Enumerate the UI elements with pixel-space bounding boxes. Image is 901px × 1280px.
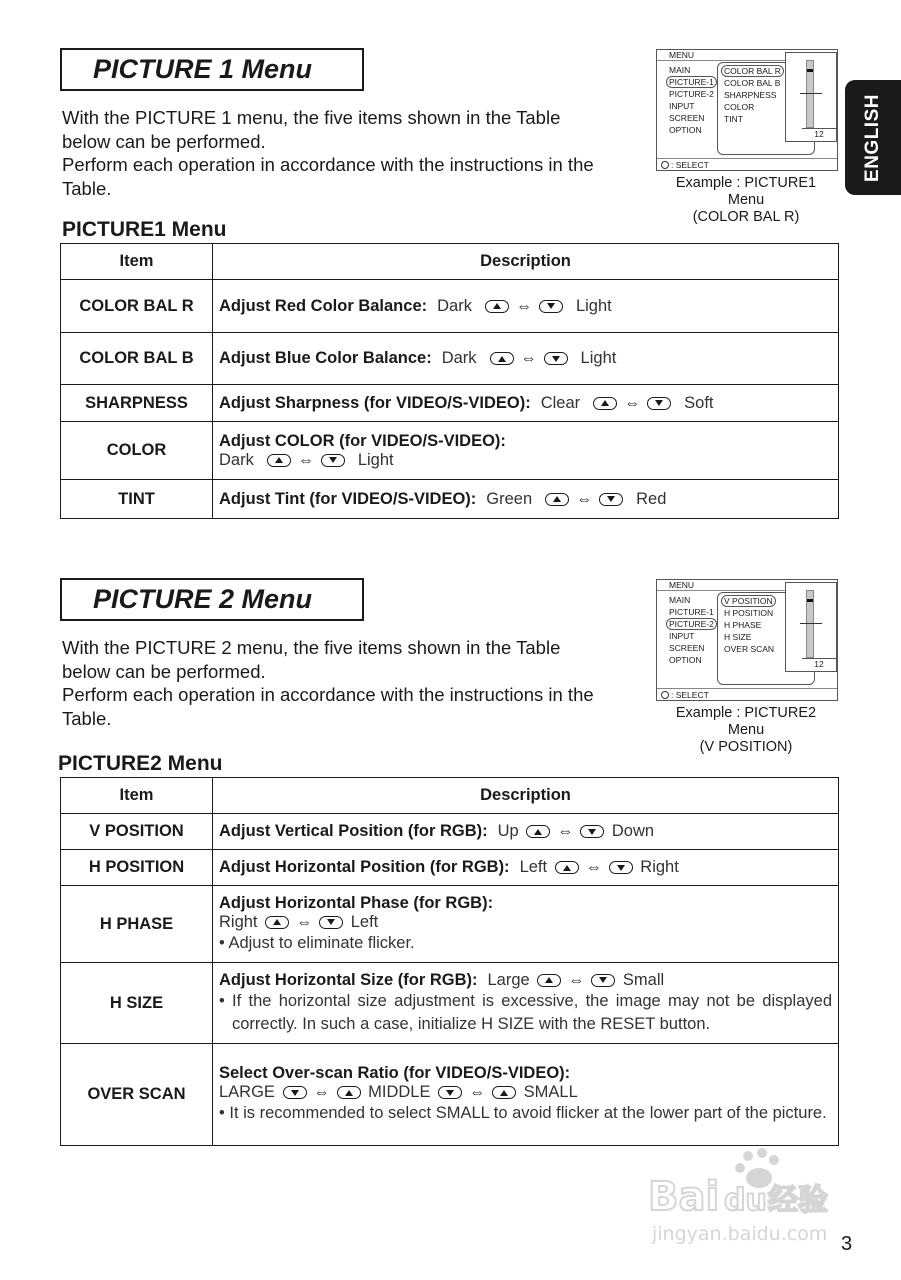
menu-screenshot-picture1	[656, 49, 838, 171]
row-item: V POSITION	[61, 814, 213, 850]
double-arrow-icon: ⇔	[520, 350, 537, 367]
column-header-description: Description	[213, 244, 839, 280]
joystick-icon	[661, 161, 669, 169]
row-item: COLOR BAL B	[61, 333, 213, 385]
down-button-icon	[609, 861, 633, 874]
submenu-item: TINT	[724, 114, 743, 124]
desc-title: Adjust Sharpness (for VIDEO/S-VIDEO):	[219, 393, 531, 412]
up-button-icon	[593, 397, 617, 410]
down-button-icon	[580, 825, 604, 838]
level-bar	[785, 582, 837, 672]
row-item: H POSITION	[61, 850, 213, 886]
intro-line: below can be performed.	[62, 660, 266, 682]
desc-title: Select Over-scan Ratio (for VIDEO/S-VIDEO):	[219, 1064, 571, 1082]
desc-title: Adjust Vertical Position (for RGB):	[219, 822, 488, 840]
double-arrow-icon: ⇔	[557, 823, 574, 840]
row-item: COLOR BAL R	[61, 280, 213, 333]
up-button-icon	[265, 916, 289, 929]
row-item: COLOR	[61, 422, 213, 480]
intro-line: below can be performed.	[62, 130, 266, 152]
submenu-item: H POSITION	[724, 608, 774, 618]
double-arrow-icon: ⇔	[297, 451, 314, 469]
option-small: SMALL	[523, 1083, 578, 1101]
caption-line: Example : PICTURE1 Menu	[675, 175, 817, 208]
desc-right-value: Soft	[684, 393, 714, 412]
table-row	[61, 850, 839, 886]
table-row	[61, 886, 839, 963]
level-value: 12	[802, 658, 836, 670]
intro-line: Perform each operation in accordance with the instructions in the	[62, 154, 594, 175]
desc-note: • It is recommended to select SMALL to avoid flicker at the lower part of the picture.	[219, 1104, 827, 1122]
table-row	[61, 422, 839, 480]
menu-screenshot-picture2	[656, 579, 838, 701]
row-description	[213, 850, 839, 886]
menu-item: INPUT	[669, 631, 695, 641]
desc-title: Adjust Horizontal Phase (for RGB):	[219, 893, 494, 912]
desc-right-value: Light	[575, 296, 612, 315]
intro-picture1	[62, 106, 632, 200]
up-button-icon	[490, 352, 514, 365]
submenu-item: H SIZE	[724, 632, 752, 642]
down-button-icon	[599, 493, 623, 506]
desc-left-value: Green	[486, 489, 533, 508]
baidu-jingyan-watermark	[640, 1148, 850, 1248]
intro-picture2	[62, 636, 632, 730]
row-item: H SIZE	[61, 963, 213, 1044]
menu-item: MAIN	[669, 595, 691, 605]
desc-left-value: Dark	[437, 296, 472, 315]
desc-left-value: Dark	[219, 450, 254, 469]
watermark-url: jingyan.baidu.com	[652, 1223, 828, 1245]
double-arrow-icon: ⇔	[568, 971, 585, 989]
menu-header: MENU	[657, 50, 837, 61]
up-button-icon	[337, 1086, 361, 1099]
menu-item-selected: PICTURE-2	[666, 618, 717, 630]
row-description	[213, 814, 839, 850]
picture1-table	[60, 243, 839, 519]
up-button-icon	[492, 1086, 516, 1099]
menu-item: INPUT	[669, 101, 695, 111]
up-button-icon	[267, 454, 291, 467]
row-item: SHARPNESS	[61, 385, 213, 422]
desc-left-value: Large	[487, 970, 530, 989]
watermark-logo-cn: 经验	[768, 1183, 828, 1218]
up-button-icon	[537, 974, 561, 987]
screenshot-caption-picture1	[656, 175, 836, 226]
submenu-item: COLOR BAL B	[724, 78, 781, 88]
caption-line: (COLOR BAL R)	[692, 209, 800, 225]
down-button-icon	[544, 352, 568, 365]
level-bar	[785, 52, 837, 142]
submenu-item: OVER SCAN	[724, 644, 775, 654]
double-arrow-icon: ⇔	[296, 913, 313, 931]
down-button-icon	[647, 397, 671, 410]
double-arrow-icon: ⇔	[313, 1084, 330, 1101]
up-button-icon	[555, 861, 579, 874]
desc-right-value: Small	[622, 970, 665, 989]
intro-line: Table.	[62, 177, 112, 199]
desc-right-value: Light	[580, 349, 617, 367]
menu-left-list	[669, 64, 717, 136]
desc-left-value: Up	[497, 822, 519, 840]
joystick-icon	[661, 691, 669, 699]
column-header-item: Item	[61, 244, 213, 280]
option-middle: MIDDLE	[368, 1083, 431, 1101]
intro-line: Table.	[62, 707, 112, 729]
table-row	[61, 814, 839, 850]
section-title-picture2: PICTURE 2 Menu	[60, 578, 364, 621]
menu-footer	[657, 688, 837, 700]
desc-left-value: Dark	[441, 349, 477, 367]
up-button-icon	[526, 825, 550, 838]
screenshot-caption-picture2	[656, 705, 836, 756]
level-center-tick	[800, 93, 822, 94]
language-tab-label: ENGLISH	[862, 93, 883, 182]
table-row	[61, 385, 839, 422]
table-header-row	[61, 244, 839, 280]
table-row	[61, 480, 839, 519]
desc-title: Adjust Tint (for VIDEO/S-VIDEO):	[219, 489, 477, 508]
desc-title: Adjust Blue Color Balance:	[219, 349, 432, 367]
watermark-logo-text: Bai	[648, 1174, 720, 1220]
submenu-item: SHARPNESS	[724, 90, 777, 100]
row-item: TINT	[61, 480, 213, 519]
desc-note: • If the horizontal size adjustment is excessive, the image may not be displayed correctly. In such a case, initialize H SIZE with the RESET button.	[219, 991, 832, 1033]
menu-item: OPTION	[669, 655, 702, 665]
double-arrow-icon: ⇔	[624, 394, 641, 412]
desc-left-value: Right	[219, 912, 258, 931]
row-description	[213, 333, 839, 385]
up-button-icon	[545, 493, 569, 506]
table-row	[61, 333, 839, 385]
table-row	[61, 280, 839, 333]
submenu-item: H PHASE	[724, 620, 762, 630]
menu-item: OPTION	[669, 125, 702, 135]
down-button-icon	[539, 300, 563, 313]
double-arrow-icon: ⇔	[576, 490, 593, 508]
picture2-table	[60, 777, 839, 1146]
menu-footer-label: : SELECT	[671, 690, 709, 700]
level-knob	[807, 69, 813, 72]
table-row	[61, 963, 839, 1044]
desc-title: Adjust Red Color Balance:	[219, 296, 428, 315]
submenu-item-selected: COLOR BAL R	[721, 65, 784, 77]
menu-item: SCREEN	[669, 643, 705, 653]
table-heading-picture2: PICTURE2 Menu	[58, 752, 223, 775]
down-button-icon	[438, 1086, 462, 1099]
level-knob	[807, 599, 813, 602]
menu-header: MENU	[657, 580, 837, 591]
row-description	[213, 385, 839, 422]
menu-item: PICTURE-1	[669, 607, 714, 617]
row-item: H PHASE	[61, 886, 213, 963]
page-number: 3	[841, 1233, 853, 1255]
option-large: LARGE	[219, 1083, 275, 1101]
table-heading-picture1: PICTURE1 Menu	[62, 218, 227, 241]
menu-item: SCREEN	[669, 113, 705, 123]
menu-left-list	[669, 594, 717, 666]
up-button-icon	[485, 300, 509, 313]
submenu-item-selected: V POSITION	[721, 595, 776, 607]
watermark-logo-du: du	[724, 1183, 767, 1218]
desc-right-value: Down	[611, 822, 655, 840]
desc-right-value: Left	[350, 912, 379, 931]
intro-line: With the PICTURE 1 menu, the five items shown in the Table	[62, 107, 561, 128]
intro-line: Perform each operation in accordance with the instructions in the	[62, 684, 594, 705]
desc-right-value: Red	[636, 489, 667, 508]
down-button-icon	[319, 916, 343, 929]
desc-left-value: Clear	[540, 393, 581, 412]
down-button-icon	[591, 974, 615, 987]
table-row	[61, 1044, 839, 1146]
double-arrow-icon: ⇔	[469, 1084, 486, 1101]
desc-right-value: Right	[640, 858, 679, 876]
down-button-icon	[283, 1086, 307, 1099]
menu-footer	[657, 158, 837, 170]
row-description	[213, 480, 839, 519]
row-description	[213, 422, 839, 480]
desc-title: Adjust Horizontal Position (for RGB):	[219, 858, 510, 876]
desc-note: • Adjust to eliminate flicker.	[219, 933, 415, 952]
caption-line: Example : PICTURE2 Menu	[675, 705, 817, 738]
row-description	[213, 886, 839, 963]
menu-item-selected: PICTURE-1	[666, 76, 717, 88]
row-description	[213, 280, 839, 333]
submenu-item: COLOR	[724, 102, 755, 112]
desc-title: Adjust Horizontal Size (for RGB):	[219, 970, 478, 989]
intro-line: With the PICTURE 2 menu, the five items shown in the Table	[62, 637, 561, 658]
desc-title: Adjust COLOR (for VIDEO/S-VIDEO):	[219, 431, 506, 450]
desc-left-value: Left	[519, 858, 548, 876]
down-button-icon	[321, 454, 345, 467]
double-arrow-icon: ⇔	[585, 859, 602, 876]
section-title-picture1: PICTURE 1 Menu	[60, 48, 364, 91]
menu-footer-label: : SELECT	[671, 160, 709, 170]
table-header-row	[61, 778, 839, 814]
column-header-item: Item	[61, 778, 213, 814]
column-header-description: Description	[213, 778, 839, 814]
row-description	[213, 1044, 839, 1146]
row-item: OVER SCAN	[61, 1044, 213, 1146]
level-center-tick	[800, 623, 822, 624]
desc-right-value: Light	[357, 450, 394, 469]
row-description	[213, 963, 839, 1044]
double-arrow-icon: ⇔	[515, 297, 532, 315]
caption-line: (V POSITION)	[699, 739, 793, 755]
menu-item: MAIN	[669, 65, 691, 75]
language-tab	[845, 80, 901, 195]
level-value: 12	[802, 128, 836, 140]
menu-item: PICTURE-2	[669, 89, 714, 99]
